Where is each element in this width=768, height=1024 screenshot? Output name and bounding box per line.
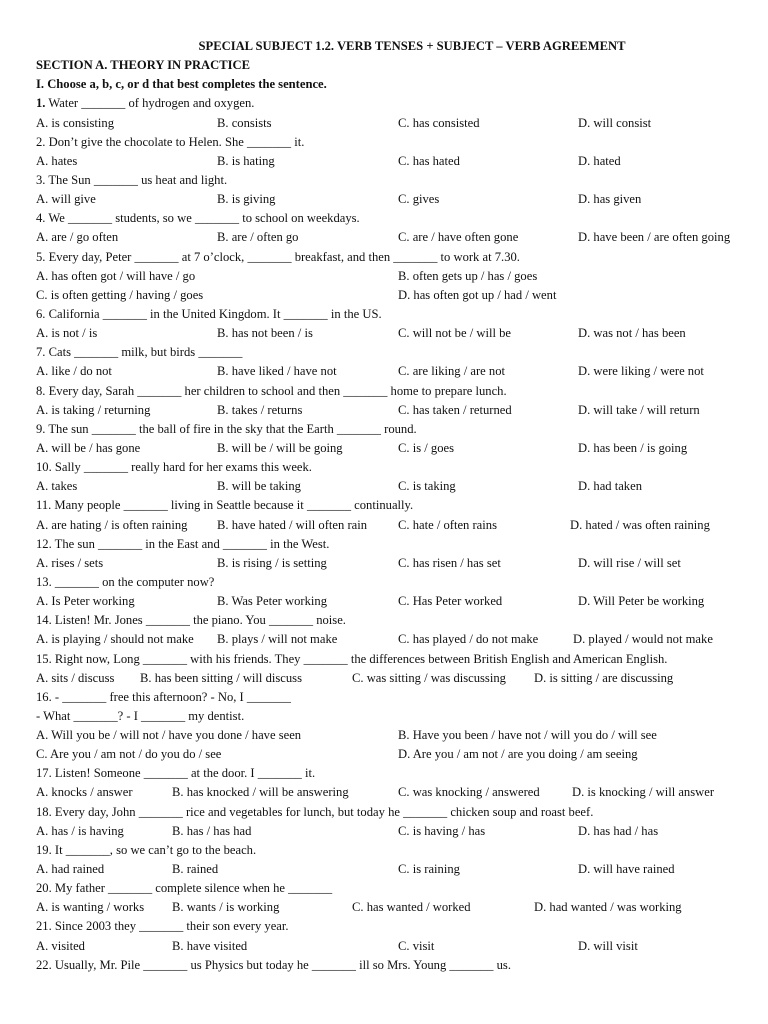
answer-option-d[interactable]: D. has often got up / had / went xyxy=(398,287,557,302)
answer-option-b[interactable]: B. consists xyxy=(217,115,272,130)
options-row xyxy=(36,822,748,841)
options-row xyxy=(36,554,748,573)
question-text xyxy=(36,133,748,152)
answer-option-b[interactable]: B. is giving xyxy=(217,192,276,207)
question-text xyxy=(36,688,748,707)
answer-option-d[interactable]: D. had wanted / was working xyxy=(534,900,682,915)
question-number: 1. xyxy=(36,96,46,111)
question-stem: 19. It _______, so we can’t go to the beach. xyxy=(36,842,257,857)
answer-option-b[interactable]: B. Have you been / have not / will you do / will see xyxy=(398,728,657,743)
answer-option-d[interactable]: D. will take / will return xyxy=(578,402,700,417)
answer-option-d[interactable]: D. has given xyxy=(578,192,642,207)
answer-option-a[interactable]: A. is not / is xyxy=(36,326,98,341)
answer-option-a[interactable]: A. is wanting / works xyxy=(36,900,145,915)
worksheet-title: SPECIAL SUBJECT 1.2. VERB TENSES + SUBJECT – VERB AGREEMENT xyxy=(198,39,626,53)
question-stem: 10. Sally _______ really hard for her exams this week. xyxy=(36,460,312,475)
options-row xyxy=(36,592,748,611)
question-text xyxy=(36,420,748,439)
options-row xyxy=(36,152,748,171)
answer-option-d[interactable]: D. will have rained xyxy=(578,862,675,877)
question-text xyxy=(36,803,748,822)
answer-option-c[interactable]: C. is / goes xyxy=(398,440,454,455)
options-row xyxy=(36,114,748,133)
answer-option-a[interactable]: A. like / do not xyxy=(36,364,112,379)
question-stem: 21. Since 2003 they _______ their son every year. xyxy=(36,919,289,934)
question-text xyxy=(36,458,748,477)
question-text xyxy=(36,573,748,592)
options-row xyxy=(36,439,748,458)
question-text xyxy=(36,650,748,669)
question-text xyxy=(36,382,748,401)
answer-option-c[interactable]: C. are / have often gone xyxy=(398,230,519,245)
answer-option-b[interactable]: B. has been sitting / will discuss xyxy=(140,670,302,685)
answer-option-b[interactable]: B. rained xyxy=(172,862,219,877)
answer-option-d[interactable]: D. have been / are often going xyxy=(578,230,731,245)
answer-option-b[interactable]: B. plays / will not make xyxy=(217,632,338,647)
question-text xyxy=(36,956,748,975)
answer-option-d[interactable]: D. has had / has xyxy=(578,823,659,838)
answer-option-c[interactable]: C. has played / do not make xyxy=(398,632,539,647)
answer-option-d[interactable]: D. played / would not make xyxy=(573,632,713,647)
options-row xyxy=(36,286,748,305)
answer-option-c[interactable]: C. was knocking / answered xyxy=(398,785,540,800)
answer-option-c[interactable]: C. will not be / will be xyxy=(398,326,511,341)
answer-option-c[interactable]: C. Are you / am not / do you do / see xyxy=(36,747,222,762)
answer-option-a[interactable]: A. sits / discuss xyxy=(36,670,115,685)
question-stem: 3. The Sun _______ us heat and light. xyxy=(36,172,228,187)
question-stem: Water _______ of hydrogen and oxygen. xyxy=(45,96,255,111)
question-text xyxy=(36,611,748,630)
question-stem: 22. Usually, Mr. Pile _______ us Physics but today he _______ ill so Mrs. Young _______ us. xyxy=(36,957,511,972)
answer-option-d[interactable]: D. hated / was often raining xyxy=(570,517,710,532)
question-text xyxy=(36,707,748,726)
question-stem: 14. Listen! Mr. Jones _______ the piano. You _______ noise. xyxy=(36,613,346,628)
answer-option-a[interactable]: A. will give xyxy=(36,192,96,207)
answer-option-a[interactable]: A. has often got / will have / go xyxy=(36,268,196,283)
answer-option-c[interactable]: C. has wanted / worked xyxy=(352,900,471,915)
question-text xyxy=(36,764,748,783)
answer-option-d[interactable]: D. Will Peter be working xyxy=(578,594,705,609)
options-row xyxy=(36,401,748,420)
answer-option-a[interactable]: A. had rained xyxy=(36,862,105,877)
answer-option-a[interactable]: A. is consisting xyxy=(36,115,115,130)
answer-option-a[interactable]: A. is playing / should not make xyxy=(36,632,194,647)
answer-option-a[interactable]: A. has / is having xyxy=(36,823,124,838)
question-stem: 9. The sun _______ the ball of fire in the sky that the Earth _______ round. xyxy=(36,421,417,436)
question-text xyxy=(36,879,748,898)
options-row xyxy=(36,726,748,745)
answer-option-a[interactable]: A. takes xyxy=(36,479,78,494)
question-text xyxy=(36,94,748,113)
question-stem: 7. Cats _______ milk, but birds _______ xyxy=(36,345,243,360)
answer-option-d[interactable]: D. was not / has been xyxy=(578,326,686,341)
options-row xyxy=(36,783,748,802)
answer-option-a[interactable]: A. will be / has gone xyxy=(36,440,141,455)
options-row xyxy=(36,190,748,209)
answer-option-a[interactable]: A. hates xyxy=(36,153,78,168)
answer-option-d[interactable]: D. is sitting / are discussing xyxy=(534,670,674,685)
instruction-text: I. Choose a, b, c, or d that best completes the sentence. xyxy=(36,77,327,92)
answer-option-d[interactable]: D. were liking / were not xyxy=(578,364,704,379)
answer-option-c[interactable]: C. hate / often rains xyxy=(398,517,497,532)
answer-option-c[interactable]: C. is raining xyxy=(398,862,460,877)
options-row xyxy=(36,669,748,688)
question-text xyxy=(36,343,748,362)
answer-option-c[interactable]: C. has hated xyxy=(398,153,460,168)
options-row xyxy=(36,228,748,247)
answer-option-d[interactable]: D. hated xyxy=(578,153,621,168)
answer-option-b[interactable]: B. has not been / is xyxy=(217,326,313,341)
options-row xyxy=(36,630,748,649)
question-text xyxy=(36,171,748,190)
options-row xyxy=(36,898,748,917)
options-row xyxy=(36,860,748,879)
question-stem: 12. The sun _______ in the East and _______ in the West. xyxy=(36,536,330,551)
answer-option-c[interactable]: C. has risen / has set xyxy=(398,555,501,570)
options-row xyxy=(36,516,748,535)
answer-option-a[interactable]: A. visited xyxy=(36,938,85,953)
options-row xyxy=(36,362,748,381)
question-stem: 4. We _______ students, so we _______ to school on weekdays. xyxy=(36,211,360,226)
answer-option-b[interactable]: B. have visited xyxy=(172,938,248,953)
answer-option-a[interactable]: A. Is Peter working xyxy=(36,594,135,609)
answer-option-a[interactable]: A. Will you be / will not / have you done / have seen xyxy=(36,728,302,743)
answer-option-c[interactable]: C. has consisted xyxy=(398,115,480,130)
answer-option-a[interactable]: A. is taking / returning xyxy=(36,402,151,417)
answer-option-b[interactable]: B. will be taking xyxy=(217,479,301,494)
answer-option-b[interactable]: B. has / has had xyxy=(172,823,252,838)
question-stem: 8. Every day, Sarah _______ her children to school and then _______ home to prepare lunch. xyxy=(36,383,507,398)
answer-option-b[interactable]: B. is rising / is setting xyxy=(217,555,327,570)
answer-option-b[interactable]: B. is hating xyxy=(217,153,275,168)
answer-option-a[interactable]: A. are / go often xyxy=(36,230,119,245)
question-stem: 20. My father _______ complete silence when he _______ xyxy=(36,881,333,896)
answer-option-c[interactable]: C. Has Peter worked xyxy=(398,594,503,609)
section-heading: SECTION A. THEORY IN PRACTICE xyxy=(36,58,251,73)
question-text xyxy=(36,248,748,267)
options-row xyxy=(36,267,748,286)
question-stem: 13. _______ on the computer now? xyxy=(36,574,215,589)
answer-option-b[interactable]: B. often gets up / has / goes xyxy=(398,268,538,283)
answer-option-d[interactable]: D. will consist xyxy=(578,115,652,130)
question-stem: 2. Don’t give the chocolate to Helen. She _______ it. xyxy=(36,134,305,149)
question-text xyxy=(36,917,748,936)
answer-option-c[interactable]: C. is often getting / having / goes xyxy=(36,287,204,302)
answer-option-c[interactable]: C. are liking / are not xyxy=(398,364,506,379)
question-stem: 17. Listen! Someone _______ at the door. I _______ it. xyxy=(36,766,316,781)
question-text xyxy=(36,305,748,324)
answer-option-b[interactable]: B. has knocked / will be answering xyxy=(172,785,349,800)
question-stem: 6. California _______ in the United Kingdom. It _______ in the US. xyxy=(36,306,382,321)
question-stem: 5. Every day, Peter _______ at 7 o’clock, _______ breakfast, and then _______ to work at 7.30. xyxy=(36,249,520,264)
answer-option-b[interactable]: B. Was Peter working xyxy=(217,594,327,609)
answer-option-d[interactable]: D. had taken xyxy=(578,479,642,494)
options-row xyxy=(36,477,748,496)
answer-option-c[interactable]: C. gives xyxy=(398,192,440,207)
answer-option-c[interactable]: C. was sitting / was discussing xyxy=(352,670,506,685)
question-list xyxy=(36,94,748,974)
answer-option-b[interactable]: B. wants / is working xyxy=(172,900,280,915)
answer-option-c[interactable]: C. is taking xyxy=(398,479,456,494)
question-stem: 18. Every day, John _______ rice and vegetables for lunch, but today he _______ chicken soup and roast beef. xyxy=(36,804,594,819)
question-stem: 11. Many people _______ living in Seattle because it _______ continually. xyxy=(36,498,414,513)
answer-option-d[interactable]: D. Are you / am not / are you doing / am seeing xyxy=(398,747,638,762)
options-row xyxy=(36,937,748,956)
answer-option-c[interactable]: C. has taken / returned xyxy=(398,402,512,417)
answer-option-a[interactable]: A. rises / sets xyxy=(36,555,104,570)
question-stem: - What _______? - I _______ my dentist. xyxy=(36,708,245,723)
answer-option-b[interactable]: B. have liked / have not xyxy=(217,364,337,379)
answer-option-b[interactable]: B. will be / will be going xyxy=(217,440,343,455)
answer-option-c[interactable]: C. visit xyxy=(398,938,435,953)
answer-option-d[interactable]: D. is knocking / will answer xyxy=(572,785,715,800)
answer-option-d[interactable]: D. will visit xyxy=(578,938,638,953)
answer-option-a[interactable]: A. knocks / answer xyxy=(36,785,133,800)
options-row xyxy=(36,745,748,764)
answer-option-a[interactable]: A. are hating / is often raining xyxy=(36,517,188,532)
question-text xyxy=(36,496,748,515)
answer-option-b[interactable]: B. are / often go xyxy=(217,230,299,245)
question-stem: 15. Right now, Long _______ with his friends. They _______ the differences between British English and American English. xyxy=(36,651,668,666)
answer-option-b[interactable]: B. have hated / will often rain xyxy=(217,517,368,532)
answer-option-d[interactable]: D. has been / is going xyxy=(578,440,688,455)
answer-option-d[interactable]: D. will rise / will set xyxy=(578,555,681,570)
answer-option-b[interactable]: B. takes / returns xyxy=(217,402,303,417)
options-row xyxy=(36,324,748,343)
question-text xyxy=(36,209,748,228)
question-stem: 16. - _______ free this afternoon? - No, I _______ xyxy=(36,689,291,704)
question-text xyxy=(36,535,748,554)
answer-option-c[interactable]: C. is having / has xyxy=(398,823,486,838)
question-text xyxy=(36,841,748,860)
